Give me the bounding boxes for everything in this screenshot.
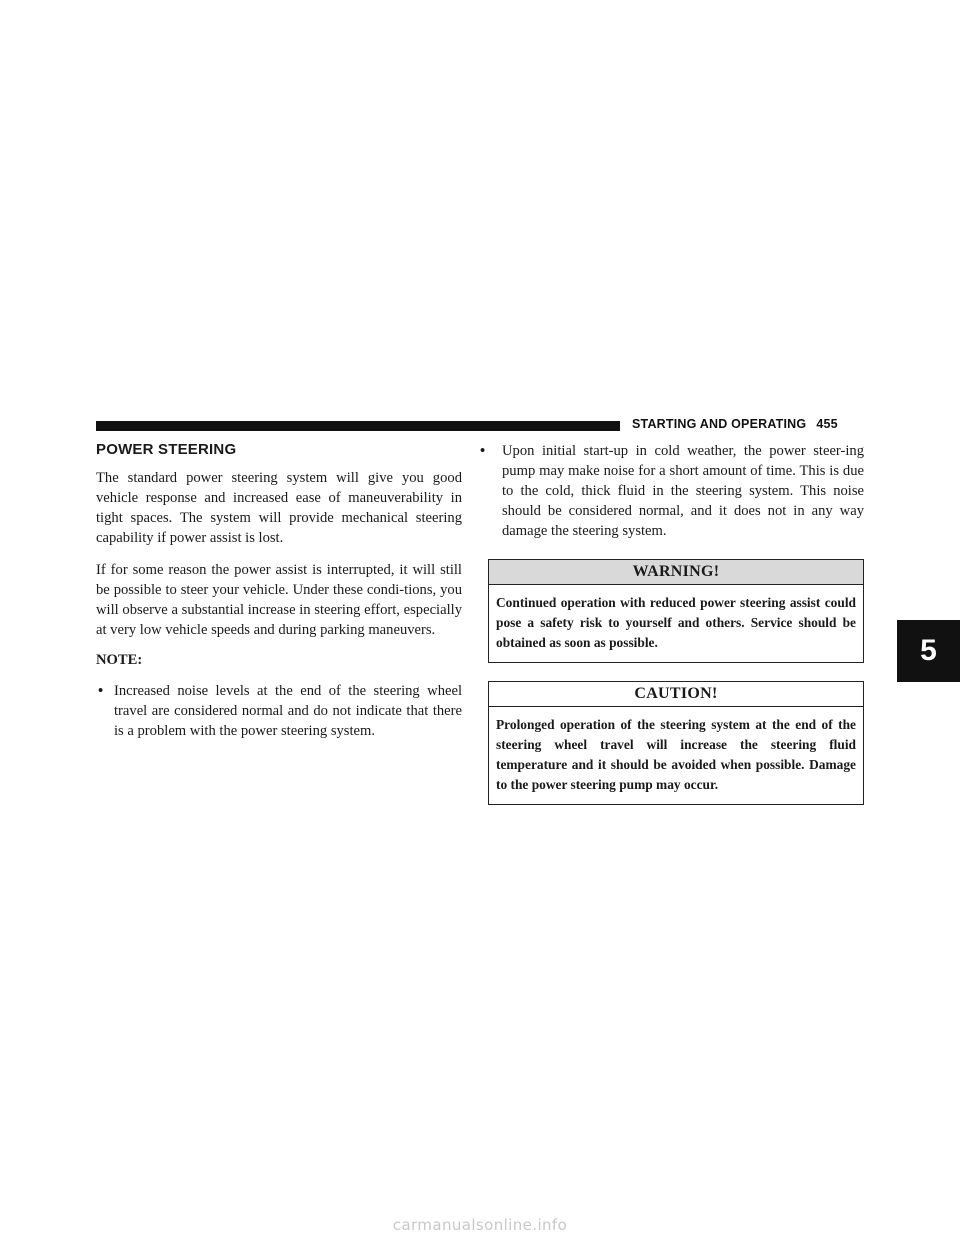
left-column — [96, 441, 462, 753]
page-number: 455 — [816, 417, 838, 431]
list-item-text: Increased noise levels at the end of the steering wheel travel are considered normal and do not indicate that there is a problem with the power steering system. — [114, 683, 462, 739]
paragraph: If for some reason the power assist is interrupted, it will still be possible to steer your vehicle. Under these condi-tions, you will observe a substantial increase in steering effort, especially at very low vehicle speeds and during parking maneuvers. — [96, 562, 462, 638]
warning-title: WARNING! — [489, 560, 863, 585]
paragraph: The standard power steering system will give you good vehicle response and increased ease of maneuverability in tight spaces. The system will provide mechanical steering capability if power assist is lost. — [96, 470, 462, 546]
list-item-text: Upon initial start-up in cold weather, the power steer-ing pump may make noise for a short amount of time. This is due to the cold, thick fluid in the steering system. This noise should be considered normal, and it does not in any way damage the steering system. — [502, 443, 864, 539]
list-item — [476, 441, 864, 541]
caution-text: Prolonged operation of the steering system at the end of the steering wheel travel will increase the steering fluid temperature and it should be avoided when possible. Damage to the power steering pump may occur. — [496, 717, 856, 792]
warning-box — [488, 559, 864, 663]
bullet-icon: • — [480, 443, 486, 459]
list-item — [96, 681, 462, 741]
running-header — [632, 417, 838, 431]
note-label: NOTE: — [96, 652, 143, 668]
section-title: POWER STEERING — [96, 441, 237, 458]
caution-title: CAUTION! — [489, 682, 863, 707]
bullet-icon: • — [98, 683, 104, 699]
header-rule — [96, 421, 620, 431]
header-section-title: STARTING AND OPERATING — [632, 417, 807, 431]
caution-box — [488, 681, 864, 805]
watermark: carmanualsonline.info — [392, 1216, 568, 1234]
warning-text: Continued operation with reduced power steering assist could pose a safety risk to yourself and others. Service should be obtained as soon as possible. — [496, 595, 856, 650]
right-column — [480, 441, 864, 805]
chapter-tab: 5 — [897, 620, 960, 682]
